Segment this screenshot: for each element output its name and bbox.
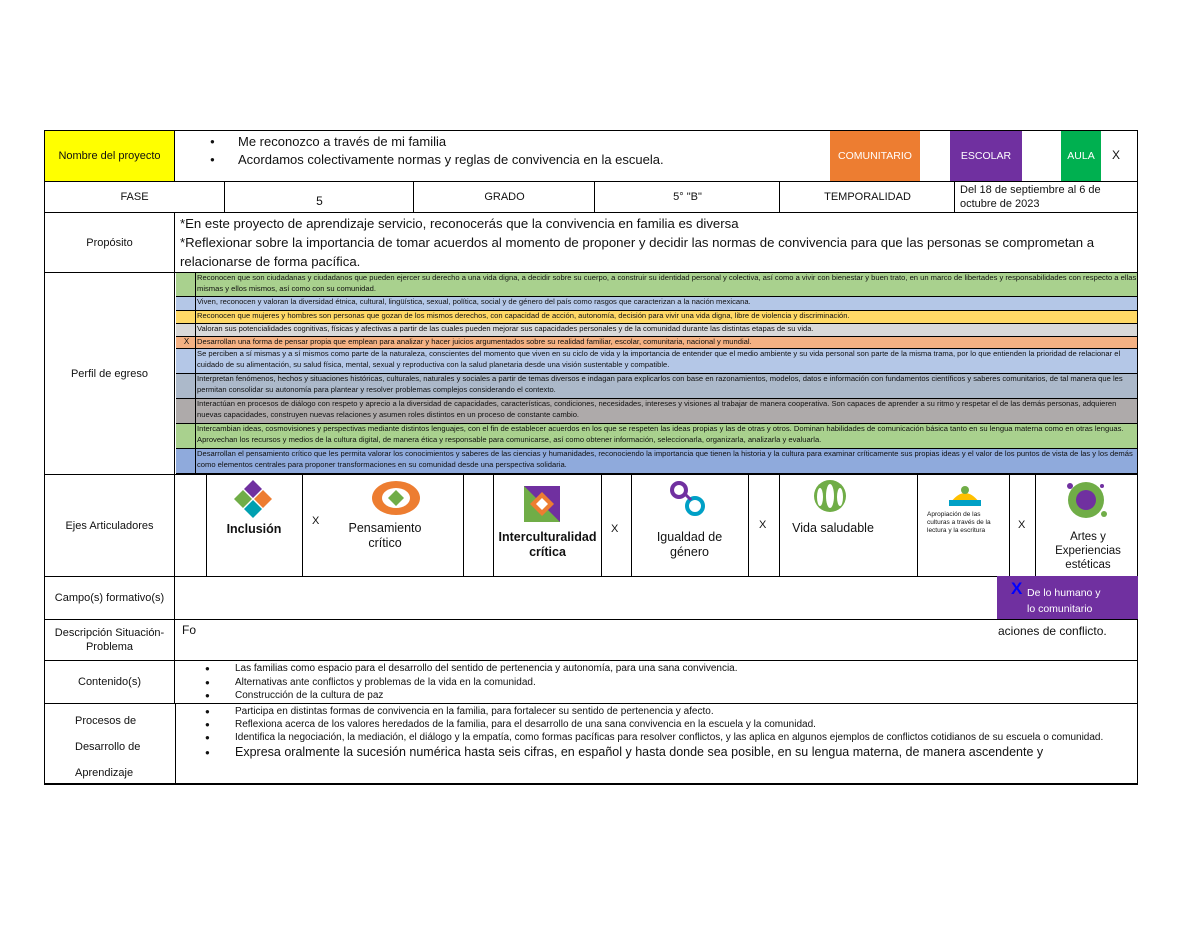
perfil-item-text: Valoran sus potencialidades cognitivas, físicas y afectivas a partir de las cuales pueden mejorar sus capacidades personales y de la comunidad durante las distintas etapas de su vida. xyxy=(197,324,814,333)
eje-inclusion: Inclusión xyxy=(226,522,282,536)
perfil-item-text: Se perciben a sí mismas y a sí mismos como parte de la naturaleza, conscientes del momento que viven en su ciclo de vida y la importancia de entender que el medio ambiente y su vida personal son parte de la misma trama, por lo que entienden la prioridad de relacionar el cuidado de su alimentación, su salud física, mental, sexual y reproductiva con la salud planetaria desde una visión sustentable y compatible. xyxy=(197,349,1121,369)
divider xyxy=(493,475,494,576)
perfil-item-text: Interactúan en procesos de diálogo con respeto y aprecio a la diversidad de capacidades, características, condiciones, necesidades, intereses y visiones al trabajar de manera cooperativa. Son capaces de aprender a su ritmo y respetar el de las demás personas, adquieren nuevas capacidades, construyen nuevas relaciones y asumen roles distintos en un proceso de constante cambio. xyxy=(197,399,1117,419)
project-name-1: ● Me reconozco a través de mi familia xyxy=(210,133,810,151)
contenido-item: ● Las familias como espacio para el desarrollo del sentido de pertenencia y autonomía, para una sana convivencia. xyxy=(205,662,1135,676)
pda-label xyxy=(75,708,175,786)
perfil-item-mark: X xyxy=(178,337,196,348)
perfil-item-mark xyxy=(178,424,196,448)
perfil-item xyxy=(176,297,1137,311)
perfil-item xyxy=(176,399,1137,424)
eje-inclusion-mark: X xyxy=(312,515,320,527)
perfil-item-mark xyxy=(178,374,196,398)
perfil-item-text: Reconocen que mujeres y hombres son personas que gozan de los mismos derechos, con capacidad de acción, autonomía, decisión para vivir una vida digna, libre de violencia y discriminación. xyxy=(197,311,850,320)
perfil-item-text: Intercambian ideas, cosmovisiones y perspectivas mediante distintos lenguajes, con el fin de establecer acuerdos en los que se respeten las ideas propias y las de otras y otros. Dominan habilidades de comunicación básica tanto en su lengua materna como en otras lenguas. Aprovechan los recursos y medios de la cultura digital, de manera ética y responsable para comunicarse, así como obtener información, seleccionarla, organizarla, analizarla y evaluarla. xyxy=(197,424,1124,444)
eje-vida-saludable: Vida saludable xyxy=(792,521,874,535)
eje-igualdad-mark: X xyxy=(759,519,767,531)
pda-item: ● Identifica la negociación, la mediación, el diálogo y la empatía, como formas pacíficas para resolver conflictos, y las aplica en algunos ejemplos de conflictos cotidianos de su escuela o comunidad. xyxy=(205,731,1135,744)
perfil-item-mark xyxy=(178,273,196,296)
perfil-item-text: Desarrollan el pensamiento crítico que les permita valorar los conocimientos y saberes de las ciencias y humanidades, reconociendo la importancia que tienen la historia y la cultura para examinar críticamente sus propias ideas y el valor de los puntos de vista de las y los demás como elementos centrales para proponer transformaciones en su comunidad desde una perspectiva solidaria. xyxy=(197,449,1133,469)
perfil-item-text: Interpretan fenómenos, hechos y situaciones históricas, culturales, naturales y sociales a partir de temas diversos e indagan para explicarlos con base en razonamientos, modelos, datos e información con fundamentos científicos y saberes comunitarios, de tal manera que les permitan consolidar su autonomía para plantear y resolver problemas complejos considerando el contexto. xyxy=(197,374,1123,394)
proposito-label: Propósito xyxy=(45,213,175,272)
project-names xyxy=(210,133,810,179)
divider xyxy=(601,475,602,576)
proposito-line-1: *En este proyecto de aprendizaje servicio, reconocerás que la convivencia en familia es diversa xyxy=(180,216,739,231)
nombre-label: Nombre del proyecto xyxy=(45,131,175,181)
pda-label-line: Aprendizaje xyxy=(75,767,134,779)
artes-icon xyxy=(1062,478,1110,527)
descripcion-row xyxy=(44,619,1138,661)
temporalidad-value: Del 18 de septiembre al 6 de octubre de 2023 xyxy=(960,184,1101,210)
divider xyxy=(631,475,632,576)
campo-badge xyxy=(997,576,1138,620)
divider xyxy=(917,475,918,576)
perfil-item xyxy=(176,449,1137,474)
perfil-item-mark xyxy=(178,324,196,336)
grado-label: GRADO xyxy=(415,182,595,212)
perfil-item-text: Desarrollan una forma de pensar propia que emplean para analizar y hacer juicios argumentados sobre su realidad familiar, escolar, comunitaria, nacional y mundial. xyxy=(197,337,752,346)
contenido-item: ● Alternativas ante conflictos y problemas de la vida en la comunidad. xyxy=(205,676,1135,690)
aula-mark: X xyxy=(1112,148,1121,162)
pda-item: ● Expresa oralmente la sucesión numérica hasta seis cifras, en español y hasta donde sea posible, en su lengua materna, de manera ascendente y xyxy=(205,744,1135,761)
project-name-2: ● Acordamos colectivamente normas y reglas de convivencia en la escuela. xyxy=(210,151,810,169)
campo-mark: X xyxy=(1011,579,1023,598)
eje-apropiacion-mark: X xyxy=(1018,519,1026,531)
pda-item: ● Participa en distintas formas de convivencia en la familia, para fortalecer su sentido de pertenencia y afecto. xyxy=(205,705,1135,718)
divider xyxy=(302,475,303,576)
eje-apropiacion: Apropiación de las culturas a través de la lectura y la escritura xyxy=(927,511,991,534)
descripcion-label: Descripción Situación- Problema xyxy=(45,620,175,660)
fase-value: 5 xyxy=(226,182,414,212)
pda-label-line: Procesos de xyxy=(75,715,137,727)
perfil-item-mark xyxy=(178,297,196,310)
descripcion-start: Fo xyxy=(182,623,197,637)
perfil-label: Perfil de egreso xyxy=(45,273,175,474)
escolar-badge: ESCOLAR xyxy=(950,131,1022,181)
divider xyxy=(1035,475,1036,576)
divider xyxy=(1009,475,1010,576)
pensamiento-critico-icon xyxy=(370,478,422,523)
perfil-item-mark xyxy=(178,399,196,423)
eje-interculturalidad-mark: X xyxy=(611,523,619,535)
perfil-item-text: Reconocen que son ciudadanas y ciudadanos que pueden ejercer su derecho a una vida digna, a decidir sobre su cuerpo, a construir su identidad personal y colectiva, así como a vivir con bienestar y buen trato, en un marco de libertades y responsabilidades con respecto a ellas mismas y ellos mismos, así como con su comunidad. xyxy=(197,273,1137,293)
divider xyxy=(748,475,749,576)
bottom-border xyxy=(44,783,1138,785)
inclusion-icon xyxy=(232,478,274,525)
contenidos-list xyxy=(205,662,1135,703)
pda-label-line: Desarrollo de xyxy=(75,741,141,753)
fase-label: FASE xyxy=(45,182,225,212)
apropiacion-culturas-icon xyxy=(945,482,985,513)
eje-igualdad-genero: Igualdad de género xyxy=(656,530,723,559)
pda-list xyxy=(205,705,1135,761)
perfil-item xyxy=(176,374,1137,399)
contenido-item: ● Construcción de la cultura de paz xyxy=(205,689,1135,703)
perfil-item xyxy=(176,337,1137,349)
eje-interculturalidad: Interculturalidad crítica xyxy=(498,530,597,559)
campo-label: Campo(s) formativo(s) xyxy=(45,577,175,619)
divider xyxy=(463,475,464,576)
perfil-item-mark xyxy=(178,349,196,373)
vida-saludable-icon xyxy=(806,478,854,519)
comunitario-badge: COMUNITARIO xyxy=(830,131,920,181)
campo-value: De lo humano y lo comunitario xyxy=(1027,587,1101,615)
descripcion-end: aciones de conflicto. xyxy=(998,624,1107,638)
grado-value: 5° "B" xyxy=(596,182,780,212)
perfil-item-text: Viven, reconocen y valoran la diversidad étnica, cultural, lingüística, sexual, política, social y de género del país como rasgos que caracterizan a la nación mexicana. xyxy=(197,297,751,306)
divider xyxy=(175,704,176,784)
campo-row xyxy=(44,576,1138,620)
perfil-list xyxy=(176,273,1137,474)
eje-artes: Artes y Experiencias estéticas xyxy=(1055,531,1121,571)
perfil-item xyxy=(176,349,1137,374)
eje-pensamiento-critico: Pensamiento crítico xyxy=(348,521,422,550)
contenidos-label: Contenido(s) xyxy=(45,661,175,703)
temporalidad-label: TEMPORALIDAD xyxy=(781,182,955,212)
perfil-item xyxy=(176,424,1137,449)
perfil-item-mark xyxy=(178,449,196,473)
interculturalidad-icon xyxy=(522,484,562,529)
perfil-item-mark xyxy=(178,311,196,323)
proposito-line-2: *Reflexionar sobre la importancia de tomar acuerdos al momento de proponer y decidir las normas de convivencia para que las personas se comprometan a relacionarse de forma pacífica. xyxy=(180,235,1095,269)
pda-item: ● Reflexiona acerca de los valores heredados de la familia, para el desarrollo de una sana convivencia en la escuela y la comunidad. xyxy=(205,718,1135,731)
aula-badge: AULA xyxy=(1061,131,1101,181)
perfil-item xyxy=(176,311,1137,324)
ejes-label: Ejes Articuladores xyxy=(45,475,175,576)
perfil-item xyxy=(176,273,1137,297)
igualdad-genero-icon xyxy=(665,480,713,521)
proposito-text xyxy=(180,214,1135,272)
perfil-item xyxy=(176,324,1137,337)
